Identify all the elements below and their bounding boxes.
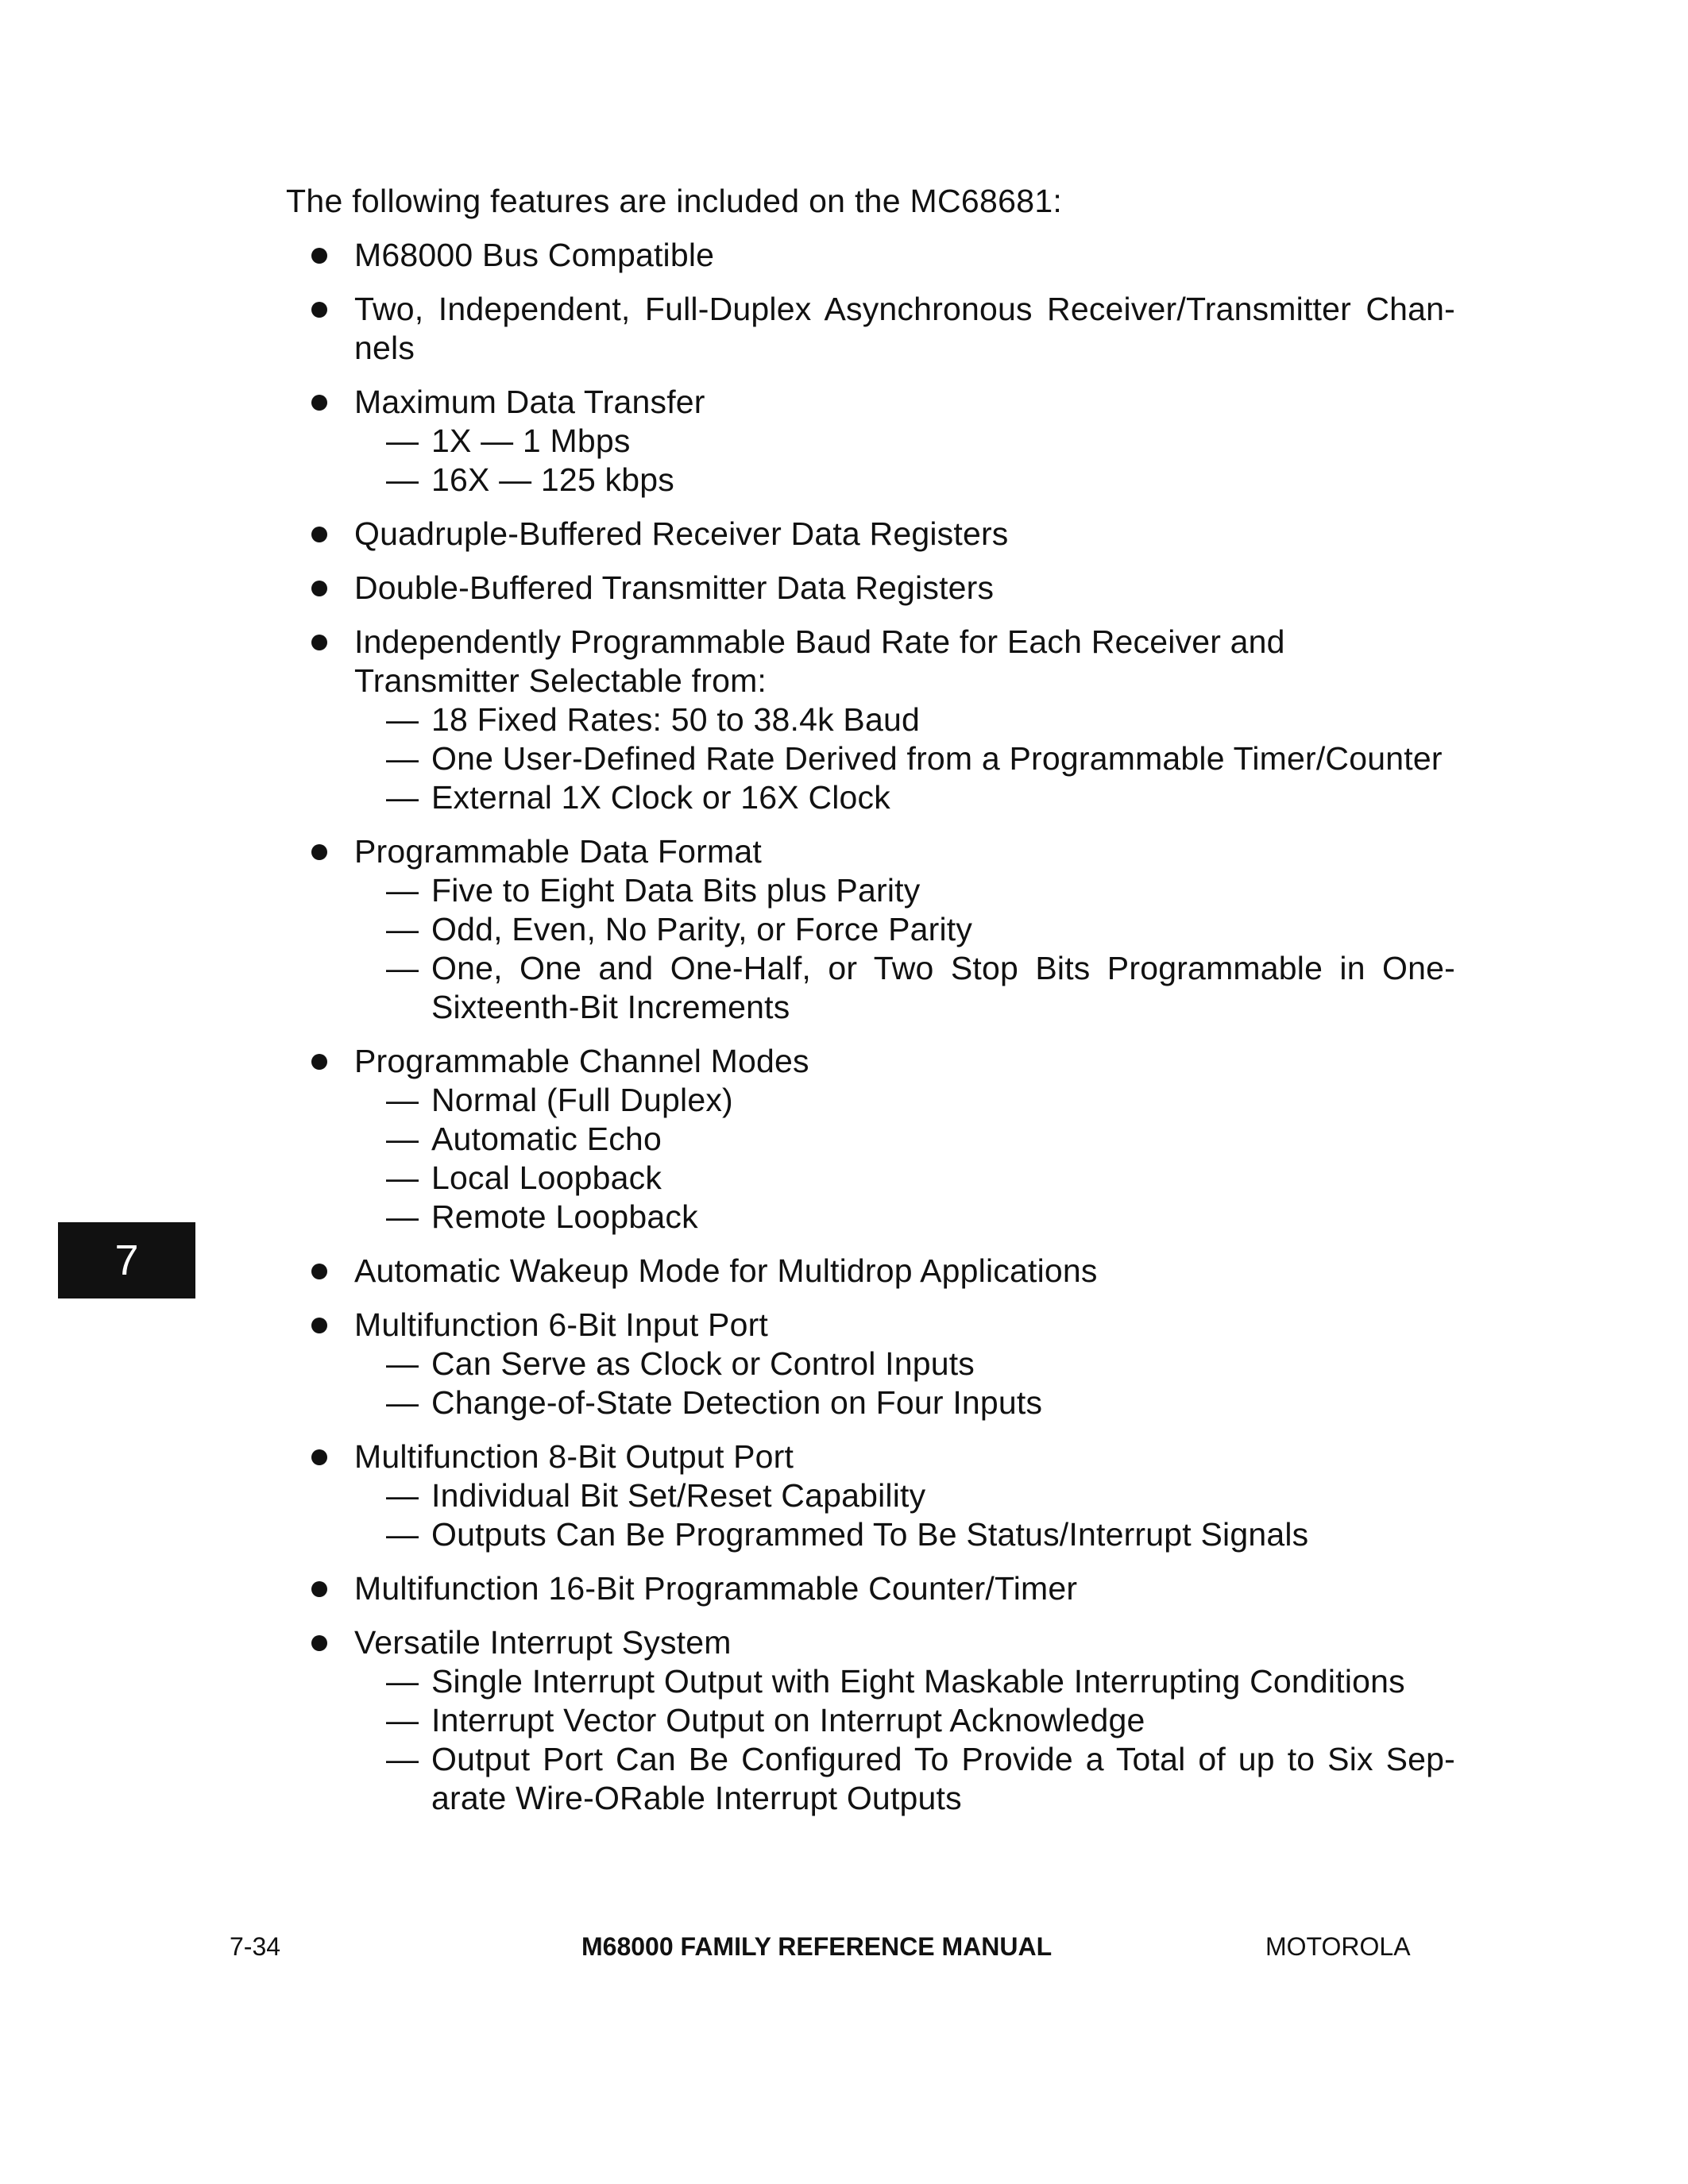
feature-item xyxy=(311,1623,1455,1818)
sub-feature-item xyxy=(386,1515,1455,1554)
feature-text: Multifunction 16-Bit Programmable Counter/Timer xyxy=(354,1570,1078,1607)
feature-list xyxy=(311,236,1455,1833)
sub-feature-item xyxy=(386,871,1455,910)
sub-feature-text: External 1X Clock or 16X Clock xyxy=(431,779,890,816)
feature-item xyxy=(311,623,1455,817)
sub-feature-item xyxy=(386,1198,1455,1237)
footer-publisher: MOTOROLA xyxy=(1265,1932,1411,1961)
bullet-icon xyxy=(311,844,327,860)
dash-icon: — xyxy=(386,1345,419,1382)
feature-item xyxy=(311,236,1455,275)
dash-icon: — xyxy=(386,911,419,947)
sub-feature-item xyxy=(386,910,1455,949)
feature-text: Independently Programmable Baud Rate for Each Receiver and Transmitter Selectable from: xyxy=(354,623,1285,699)
sub-feature-item xyxy=(386,422,1455,461)
sub-feature-item xyxy=(386,1476,1455,1515)
footer-manual-title: M68000 FAMILY REFERENCE MANUAL xyxy=(581,1932,1053,1961)
bullet-icon xyxy=(311,395,327,411)
bullet-icon xyxy=(311,1581,327,1597)
intro-text: The following features are included on the MC68681: xyxy=(286,183,1063,219)
dash-icon: — xyxy=(386,1741,419,1777)
dash-icon: — xyxy=(386,950,419,986)
sub-feature-item xyxy=(386,1345,1455,1383)
sub-feature-item xyxy=(386,461,1455,500)
sub-feature-item xyxy=(386,1701,1455,1740)
dash-icon: — xyxy=(386,872,419,909)
sub-feature-item xyxy=(386,1081,1455,1120)
feature-text: Maximum Data Transfer xyxy=(354,384,705,420)
feature-item xyxy=(311,1252,1455,1291)
bullet-icon xyxy=(311,635,327,650)
bullet-icon xyxy=(311,248,327,264)
dash-icon: — xyxy=(386,740,419,777)
sub-feature-text: Change-of-State Detection on Four Inputs xyxy=(431,1384,1043,1421)
sub-feature-text: Individual Bit Set/Reset Capability xyxy=(431,1477,926,1514)
bullet-icon xyxy=(311,1318,327,1333)
dash-icon: — xyxy=(386,1082,419,1118)
sub-feature-item xyxy=(386,778,1455,817)
bullet-icon xyxy=(311,1449,327,1465)
feature-item xyxy=(311,1569,1455,1608)
dash-icon: — xyxy=(386,701,419,738)
sub-feature-item xyxy=(386,1662,1455,1701)
sub-feature-item xyxy=(386,700,1455,739)
feature-text: Versatile Interrupt System xyxy=(354,1624,732,1661)
footer-page-number: 7-34 xyxy=(230,1932,281,1961)
sub-feature-list xyxy=(354,1081,1455,1237)
sub-feature-text: Automatic Echo xyxy=(431,1121,662,1157)
dash-icon: — xyxy=(386,1198,419,1235)
bullet-icon xyxy=(311,302,327,318)
sub-feature-item xyxy=(386,1740,1455,1818)
feature-text: Quadruple-Buffered Receiver Data Registers xyxy=(354,515,1009,552)
sub-feature-text: Interrupt Vector Output on Interrupt Acknowledge xyxy=(431,1702,1145,1738)
feature-text: M68000 Bus Compatible xyxy=(354,237,715,273)
sub-feature-text: One, One and One-Half, or Two Stop Bits Programmable in One- Sixteenth-Bit Increments xyxy=(431,950,1455,1025)
sub-feature-item xyxy=(386,1120,1455,1159)
dash-icon: — xyxy=(386,1477,419,1514)
dash-icon: — xyxy=(386,1663,419,1700)
sub-feature-list xyxy=(354,1345,1455,1422)
feature-item xyxy=(311,1437,1455,1554)
dash-icon: — xyxy=(386,461,419,498)
bullet-icon xyxy=(311,1635,327,1651)
feature-text: Double-Buffered Transmitter Data Registers xyxy=(354,569,995,606)
dash-icon: — xyxy=(386,1160,419,1196)
feature-text: Multifunction 8-Bit Output Port xyxy=(354,1438,794,1475)
feature-item xyxy=(311,1306,1455,1422)
sub-feature-text: Local Loopback xyxy=(431,1160,662,1196)
feature-item xyxy=(311,569,1455,608)
feature-item xyxy=(311,383,1455,500)
dash-icon: — xyxy=(386,779,419,816)
bullet-icon xyxy=(311,1054,327,1070)
feature-text: Two, Independent, Full-Duplex Asynchronous Receiver/Transmitter Chan- nels xyxy=(354,291,1455,366)
dash-icon: — xyxy=(386,1121,419,1157)
bullet-icon xyxy=(311,581,327,596)
sub-feature-item xyxy=(386,1383,1455,1422)
feature-item xyxy=(311,515,1455,554)
sub-feature-text: Outputs Can Be Programmed To Be Status/Interrupt Signals xyxy=(431,1516,1309,1553)
sub-feature-text: Normal (Full Duplex) xyxy=(431,1082,733,1118)
dash-icon: — xyxy=(386,1516,419,1553)
bullet-icon xyxy=(311,1264,327,1279)
sub-feature-text: 18 Fixed Rates: 50 to 38.4k Baud xyxy=(431,701,920,738)
sub-feature-item xyxy=(386,739,1455,778)
sub-feature-text: 16X — 125 kbps xyxy=(431,461,674,498)
feature-text: Automatic Wakeup Mode for Multidrop Applications xyxy=(354,1252,1098,1289)
sub-feature-item xyxy=(386,949,1455,1027)
dash-icon: — xyxy=(386,1702,419,1738)
sub-feature-list xyxy=(354,1662,1455,1818)
sub-feature-text: Single Interrupt Output with Eight Maskable Interrupting Conditions xyxy=(431,1663,1405,1700)
dash-icon: — xyxy=(386,1384,419,1421)
feature-text: Programmable Channel Modes xyxy=(354,1043,809,1079)
sub-feature-list xyxy=(354,700,1455,817)
feature-item xyxy=(311,832,1455,1027)
feature-text: Programmable Data Format xyxy=(354,833,762,870)
sub-feature-item xyxy=(386,1159,1455,1198)
feature-item xyxy=(311,290,1455,368)
chapter-tab: 7 xyxy=(58,1222,195,1298)
sub-feature-text: 1X — 1 Mbps xyxy=(431,423,631,459)
feature-item xyxy=(311,1042,1455,1237)
sub-feature-list xyxy=(354,871,1455,1027)
sub-feature-list xyxy=(354,422,1455,500)
sub-feature-text: Can Serve as Clock or Control Inputs xyxy=(431,1345,975,1382)
sub-feature-text: Five to Eight Data Bits plus Parity xyxy=(431,872,921,909)
bullet-icon xyxy=(311,527,327,542)
dash-icon: — xyxy=(386,423,419,459)
sub-feature-text: Output Port Can Be Configured To Provide a Total of up to Six Sep- arate Wire-ORable Interrupt Outputs xyxy=(431,1741,1455,1816)
sub-feature-text: Remote Loopback xyxy=(431,1198,698,1235)
feature-text: Multifunction 6-Bit Input Port xyxy=(354,1306,769,1343)
sub-feature-text: Odd, Even, No Parity, or Force Parity xyxy=(431,911,973,947)
sub-feature-text: One User-Defined Rate Derived from a Programmable Timer/Counter xyxy=(431,740,1443,777)
sub-feature-list xyxy=(354,1476,1455,1554)
